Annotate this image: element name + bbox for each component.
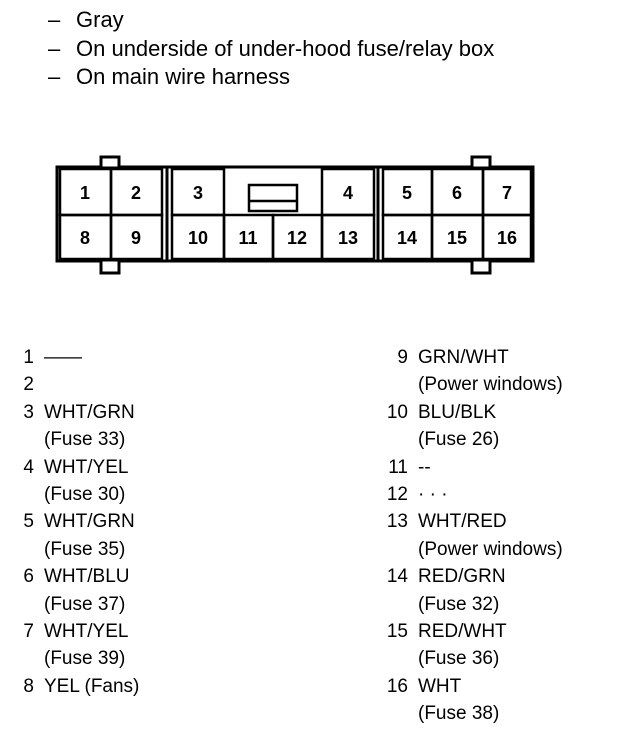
pin-number: 13 [386, 511, 408, 533]
pin-number: 15 [386, 620, 408, 642]
wire-color: WHT [418, 675, 462, 697]
circuit-note: (Fuse 26) [418, 429, 500, 451]
pin-number: 12 [286, 228, 308, 248]
circuit-note: (Fuse 39) [44, 648, 126, 670]
locking-tab [101, 260, 119, 273]
circuit-note: (Fuse 32) [418, 593, 500, 615]
wire-color: BLU/BLK [418, 401, 497, 423]
wire-color: WHT/YEL [44, 456, 129, 478]
description-text: Gray [76, 7, 124, 32]
pin-number: 1 [23, 347, 34, 368]
description-text: On underside of under-hood fuse/relay box [76, 35, 495, 61]
description-line [48, 35, 494, 64]
circuit-note: (Fuse 36) [418, 648, 500, 670]
wire-color: —— [44, 347, 82, 368]
pin-entry [386, 399, 636, 454]
pin-number: 9 [397, 347, 408, 368]
wire-color: WHT/RED [418, 511, 507, 533]
wire-color: -- [418, 456, 431, 478]
pin-number: 6 [23, 566, 34, 588]
pin-entry [12, 563, 312, 618]
pin-number: 16 [386, 675, 408, 697]
circuit-note: (Power windows) [418, 538, 563, 560]
pin-number: 2 [130, 183, 142, 203]
pin-number: 12 [386, 483, 408, 505]
pin-entry [386, 563, 636, 618]
pin-number: 16 [496, 228, 518, 248]
pin-entry [386, 508, 636, 563]
pin-number: 7 [501, 183, 513, 203]
pin-number: 5 [23, 511, 34, 533]
pin-entry [386, 344, 636, 399]
bullet-dash: – [48, 64, 61, 89]
pin-entry [386, 618, 636, 673]
pin-number: 14 [396, 228, 418, 248]
locking-tab [472, 157, 490, 168]
pin-entry [12, 399, 312, 454]
locking-tab [472, 260, 490, 273]
circuit-note: (Fuse 35) [44, 538, 126, 560]
pin-number: 5 [401, 183, 413, 203]
description-line [48, 6, 494, 35]
wire-color: YEL (Fans) [44, 675, 140, 697]
pin-number: 4 [342, 183, 354, 203]
pin-entry [12, 371, 312, 398]
description-line [48, 63, 494, 92]
pin-number: 15 [446, 228, 468, 248]
wire-color: GRN/WHT [418, 347, 509, 368]
wire-color: RED/GRN [418, 566, 506, 588]
pin-number: 4 [23, 456, 34, 478]
bullet-dash: – [48, 7, 61, 32]
locking-tab [101, 157, 119, 168]
wire-color: WHT/BLU [44, 566, 130, 588]
pin-entry [12, 618, 312, 673]
wire-color: WHT/YEL [44, 620, 129, 642]
pin-number: 8 [79, 228, 91, 248]
pin-number: 9 [130, 228, 142, 248]
circuit-note: (Fuse 33) [44, 429, 126, 451]
pin-entry [386, 673, 636, 728]
pin-list-right [386, 344, 636, 728]
pin-list-left [12, 344, 312, 700]
wire-color: WHT/GRN [44, 401, 135, 423]
pin-number: 7 [23, 620, 34, 642]
pin-entry [386, 454, 636, 481]
pin-entry [12, 673, 312, 700]
pin-number: 3 [23, 401, 34, 423]
bullet-dash: – [48, 35, 61, 61]
pin-number: 8 [23, 675, 34, 697]
circuit-note: (Fuse 38) [418, 703, 500, 725]
pin-number: 1 [79, 183, 91, 203]
pin-entry [386, 481, 636, 508]
wire-color: WHT/GRN [44, 511, 135, 533]
circuit-note: (Fuse 30) [44, 483, 126, 505]
key-notch [249, 185, 297, 211]
wire-color: RED/WHT [418, 620, 507, 642]
pin-entry [12, 508, 312, 563]
pin-entry [12, 344, 312, 371]
pin-number: 6 [451, 183, 463, 203]
description-text: On main wire harness [76, 64, 290, 89]
pin-entry [12, 454, 312, 509]
pin-number: 11 [388, 456, 408, 478]
pin-number: 3 [192, 183, 204, 203]
wire-color: · · · [418, 483, 448, 505]
pin-number: 10 [386, 401, 408, 423]
pin-number: 11 [238, 228, 258, 248]
pin-number: 2 [23, 374, 34, 396]
connector-face-diagram [0, 145, 640, 285]
pin-number: 13 [337, 228, 359, 248]
circuit-note: (Fuse 37) [44, 593, 126, 615]
pin-number: 14 [386, 566, 408, 588]
connector-description [48, 6, 494, 92]
circuit-note: (Power windows) [418, 374, 563, 396]
pin-number: 10 [187, 228, 209, 248]
